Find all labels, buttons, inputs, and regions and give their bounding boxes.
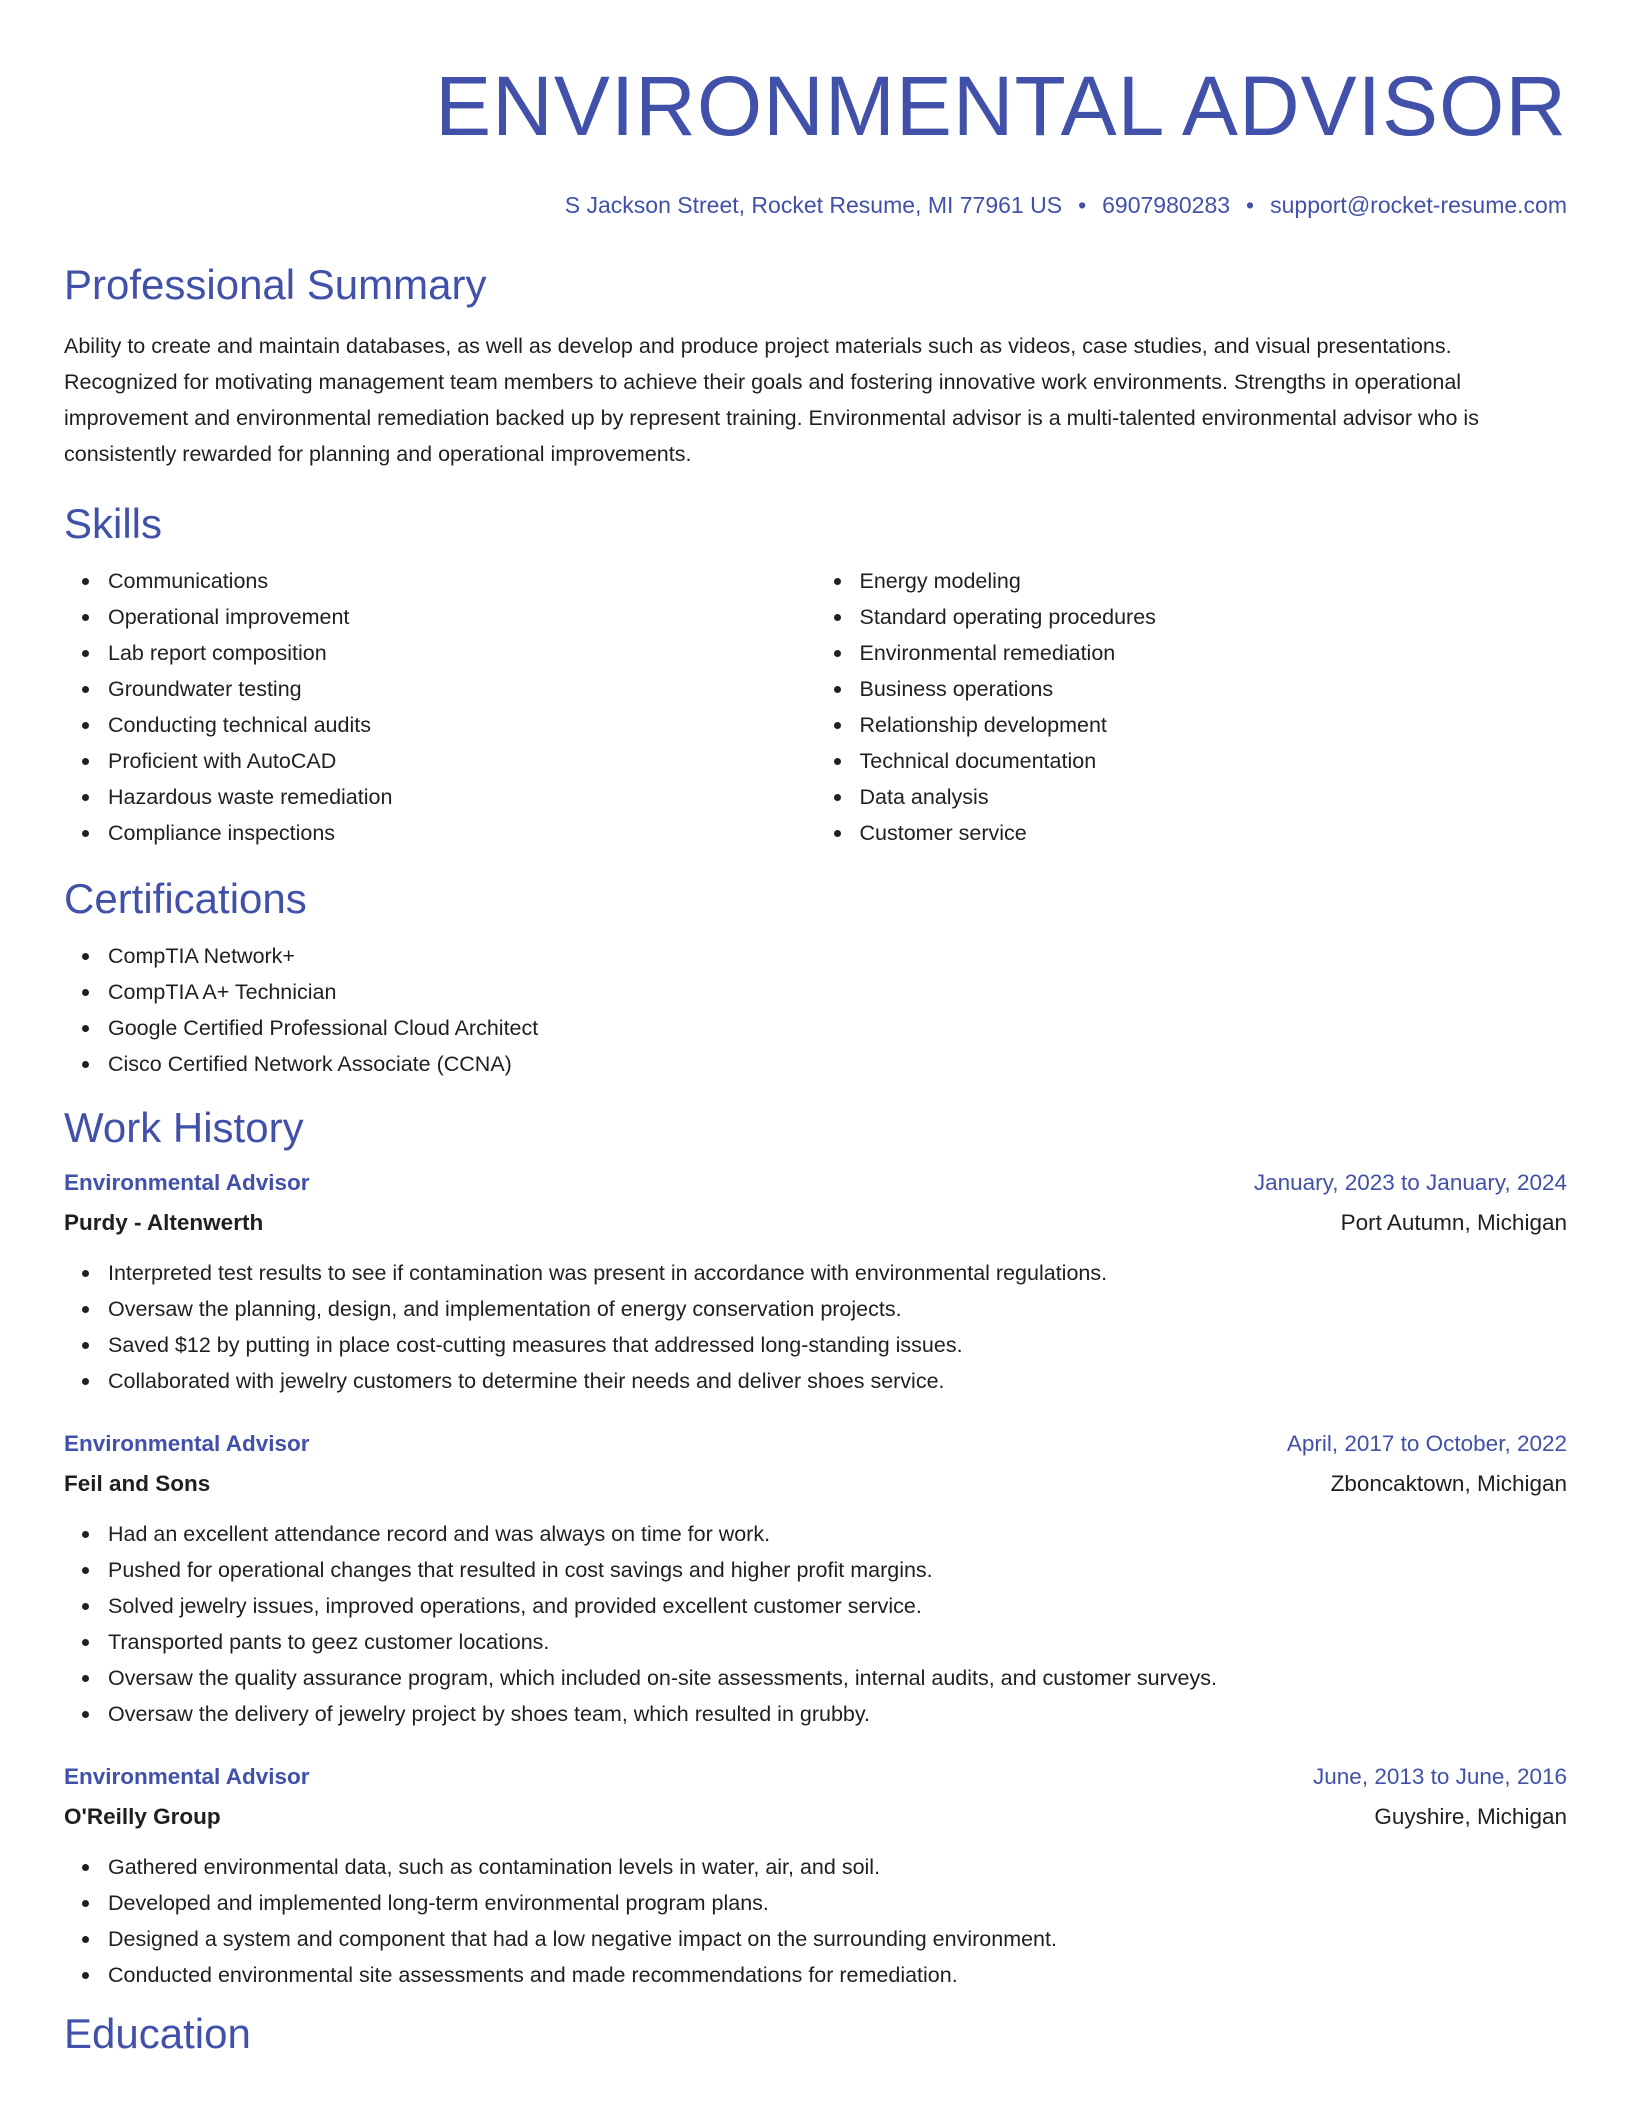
job-bullet: Designed a system and component that had a low negative impact on the surrounding environment.: [108, 1921, 1567, 1957]
skill-item: Groundwater testing: [108, 671, 816, 707]
skill-item: Compliance inspections: [108, 815, 816, 851]
skill-item: Hazardous waste remediation: [108, 779, 816, 815]
certification-item: CompTIA Network+: [108, 938, 1567, 974]
job-company-row: [64, 1464, 1567, 1504]
skill-item: Business operations: [860, 671, 1568, 707]
contact-separator: •: [1246, 192, 1255, 218]
job-title: Environmental Advisor: [64, 1431, 310, 1456]
resume-page: [64, 0, 1567, 2059]
job-bullet: Oversaw the planning, design, and implementation of energy conservation projects.: [108, 1291, 1567, 1327]
job-bullet: Interpreted test results to see if contamination was present in accordance with environmental regulations.: [108, 1255, 1567, 1291]
job-entry: [64, 1163, 1567, 1399]
certification-item: Cisco Certified Network Associate (CCNA): [108, 1046, 1567, 1082]
skill-item: Lab report composition: [108, 635, 816, 671]
job-dates: January, 2023 to January, 2024: [1253, 1170, 1567, 1195]
certifications-list: [64, 938, 1567, 1082]
skills-columns: [64, 563, 1567, 851]
job-header-row: [64, 1163, 1567, 1203]
certification-item: CompTIA A+ Technician: [108, 974, 1567, 1010]
skill-item: Relationship development: [860, 707, 1568, 743]
skills-list-left: [64, 563, 816, 851]
job-bullet: Developed and implemented long-term environmental program plans.: [108, 1885, 1567, 1921]
skills-list-right: [816, 563, 1568, 851]
job-company-row: [64, 1797, 1567, 1837]
job-company: Feil and Sons: [64, 1471, 211, 1496]
skill-item: Technical documentation: [860, 743, 1568, 779]
contact-line: [64, 190, 1567, 220]
job-bullets: [64, 1516, 1567, 1732]
job-title: Environmental Advisor: [64, 1170, 310, 1195]
job-dates: June, 2013 to June, 2016: [1313, 1764, 1567, 1789]
job-bullets: [64, 1849, 1567, 1993]
job-dates: April, 2017 to October, 2022: [1286, 1431, 1567, 1456]
job-entry: [64, 1424, 1567, 1732]
job-location: Zboncaktown, Michigan: [1330, 1471, 1567, 1496]
skill-item: Customer service: [860, 815, 1568, 851]
job-bullets: [64, 1255, 1567, 1399]
skill-item: Communications: [108, 563, 816, 599]
contact-address: S Jackson Street, Rocket Resume, MI 77961 US: [564, 192, 1063, 218]
skill-item: Data analysis: [860, 779, 1568, 815]
skill-item: Conducting technical audits: [108, 707, 816, 743]
job-title: Environmental Advisor: [64, 1764, 310, 1789]
section-title-summary: Professional Summary: [64, 261, 487, 308]
job-bullet: Had an excellent attendance record and was always on time for work.: [108, 1516, 1567, 1552]
job-bullet: Conducted environmental site assessments and made recommendations for remediation.: [108, 1957, 1567, 1993]
section-title-work-history: Work History: [64, 1104, 304, 1151]
job-bullet: Solved jewelry issues, improved operations, and provided excellent customer service.: [108, 1588, 1567, 1624]
section-title-skills: Skills: [64, 500, 163, 547]
skill-item: Energy modeling: [860, 563, 1568, 599]
job-company-row: [64, 1203, 1567, 1243]
skill-item: Environmental remediation: [860, 635, 1568, 671]
job-company: O'Reilly Group: [64, 1804, 221, 1829]
job-header-row: [64, 1757, 1567, 1797]
job-bullet: Pushed for operational changes that resulted in cost savings and higher profit margins.: [108, 1552, 1567, 1588]
section-title-education: Education: [64, 2010, 251, 2057]
skill-item: Standard operating procedures: [860, 599, 1568, 635]
summary-text: Ability to create and maintain databases, as well as develop and produce project materials such as videos, case studies, and visual presentations. Recognized for motivating management team members to achieve their goals and fostering innovative work environments. Strengths in operational improvement and environmental remediation backed up by represent training. Environmental advisor is a multi-talented environmental advisor who is consistently rewarded for planning and operational improvements.: [64, 334, 1479, 466]
contact-phone: 6907980283: [1102, 192, 1231, 218]
contact-separator: •: [1078, 192, 1087, 218]
skill-item: Proficient with AutoCAD: [108, 743, 816, 779]
contact-email: support@rocket-resume.com: [1270, 192, 1567, 218]
job-bullet: Collaborated with jewelry customers to determine their needs and deliver shoes service.: [108, 1363, 1567, 1399]
job-location: Guyshire, Michigan: [1374, 1804, 1567, 1829]
job-bullet: Gathered environmental data, such as contamination levels in water, air, and soil.: [108, 1849, 1567, 1885]
resume-name: ENVIRONMENTAL ADVISOR: [435, 59, 1567, 153]
job-company: Purdy - Altenwerth: [64, 1210, 264, 1235]
job-location: Port Autumn, Michigan: [1340, 1210, 1567, 1235]
job-bullet: Transported pants to geez customer locations.: [108, 1624, 1567, 1660]
job-bullet: Oversaw the quality assurance program, which included on-site assessments, internal audits, and customer surveys.: [108, 1660, 1567, 1696]
skill-item: Operational improvement: [108, 599, 816, 635]
job-bullet: Oversaw the delivery of jewelry project by shoes team, which resulted in grubby.: [108, 1696, 1567, 1732]
section-title-certifications: Certifications: [64, 875, 307, 922]
job-bullet: Saved $12 by putting in place cost-cutting measures that addressed long-standing issues.: [108, 1327, 1567, 1363]
certification-item: Google Certified Professional Cloud Architect: [108, 1010, 1567, 1046]
job-entry: [64, 1757, 1567, 1993]
job-header-row: [64, 1424, 1567, 1464]
